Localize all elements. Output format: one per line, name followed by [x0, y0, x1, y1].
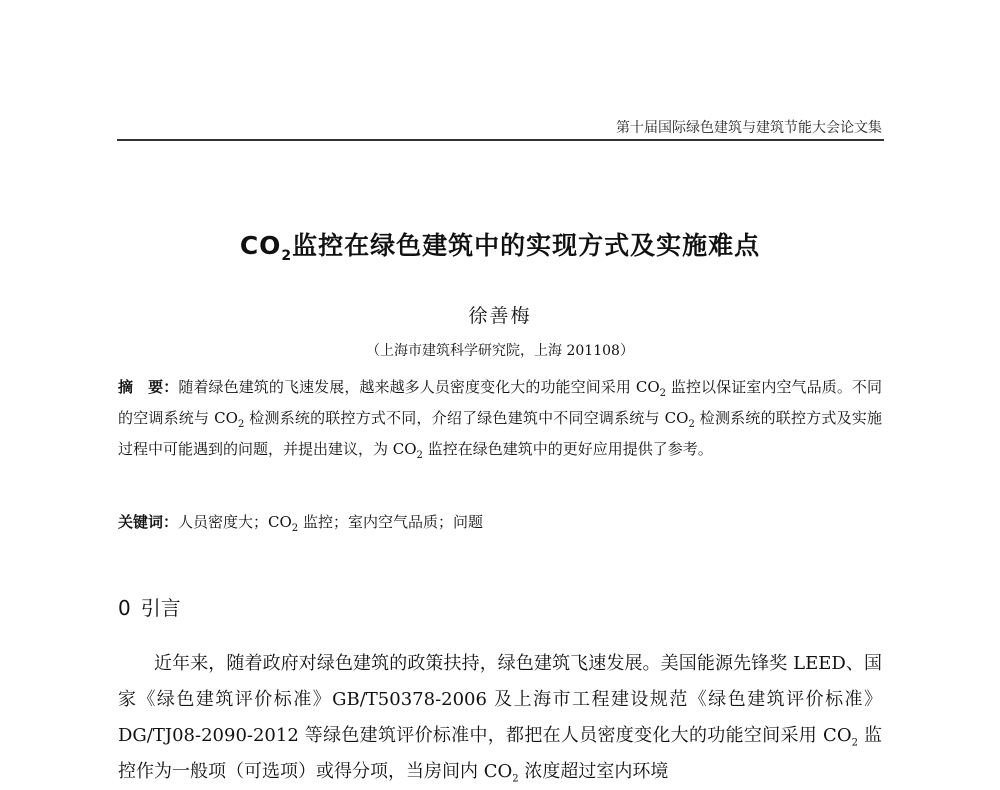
abstract-subscript-4: 2: [416, 450, 423, 461]
body-text-3: 浓度超过室内环境: [518, 761, 669, 782]
abstract-text-4: 检测系统的联控方式及实施过程中可能遇到的问题，并提出建议，为 CO: [118, 409, 882, 458]
author-name: 徐善梅: [468, 305, 532, 327]
section-number: 0: [118, 596, 131, 620]
author-affiliation: （上海市建筑科学研究院，上海 201108）: [366, 343, 634, 359]
keywords-text-1: 人员密度大；CO: [178, 513, 292, 531]
abstract-text-3: 检测系统的联控方式不同，介绍了绿色建筑中不同空调系统与 CO: [244, 409, 689, 427]
abstract: [118, 372, 882, 465]
body-text-2: 监控作为一般项（可选项）或得分项，当房间内 CO: [118, 725, 882, 782]
body-subscript-2: 2: [512, 773, 519, 785]
body-subscript-1: 2: [851, 737, 858, 749]
keywords: [118, 509, 882, 535]
paper-title: [0, 226, 1000, 262]
abstract-subscript-1: 2: [659, 388, 666, 399]
abstract-text-1: 随着绿色建筑的飞速发展，越来越多人员密度变化大的功能空间采用 CO: [178, 378, 660, 396]
abstract-text-2: 监控以保证室内空气品质。不同的空调系统与 CO: [118, 378, 882, 427]
header-rule: [117, 139, 884, 141]
keywords-text-2: 监控；室内空气品质；问题: [298, 513, 483, 531]
section-title: 引言: [140, 596, 181, 620]
body-text-1: 近年来，随着政府对绿色建筑的政策扶持，绿色建筑飞速发展。美国能源先锋奖 LEED、国家《绿色建筑评价标准》GB/T50378-2006 及上海市工程建设规范《绿色建筑评价标准》DG/TJ08-2090-2012 等绿色建筑评价标准中，都把在人员密度变化大的功能空间采用 CO: [118, 653, 882, 746]
abstract-subscript-3: 2: [688, 419, 695, 430]
abstract-label: 摘 要：: [118, 378, 179, 396]
keywords-label: 关键词：: [118, 513, 179, 531]
section-heading: [118, 592, 181, 621]
keywords-subscript: 2: [291, 523, 299, 534]
title-subscript: 2: [281, 248, 293, 264]
body-paragraph: [118, 646, 882, 790]
title-prefix: CO: [239, 231, 282, 260]
running-header: 第十届国际绿色建筑与建筑节能大会论文集: [616, 120, 882, 136]
abstract-text-5: 监控在绿色建筑中的更好应用提供了参考。: [422, 440, 713, 458]
title-rest: 监控在绿色建筑中的实现方式及实施难点: [292, 231, 761, 260]
abstract-subscript-2: 2: [237, 419, 245, 430]
